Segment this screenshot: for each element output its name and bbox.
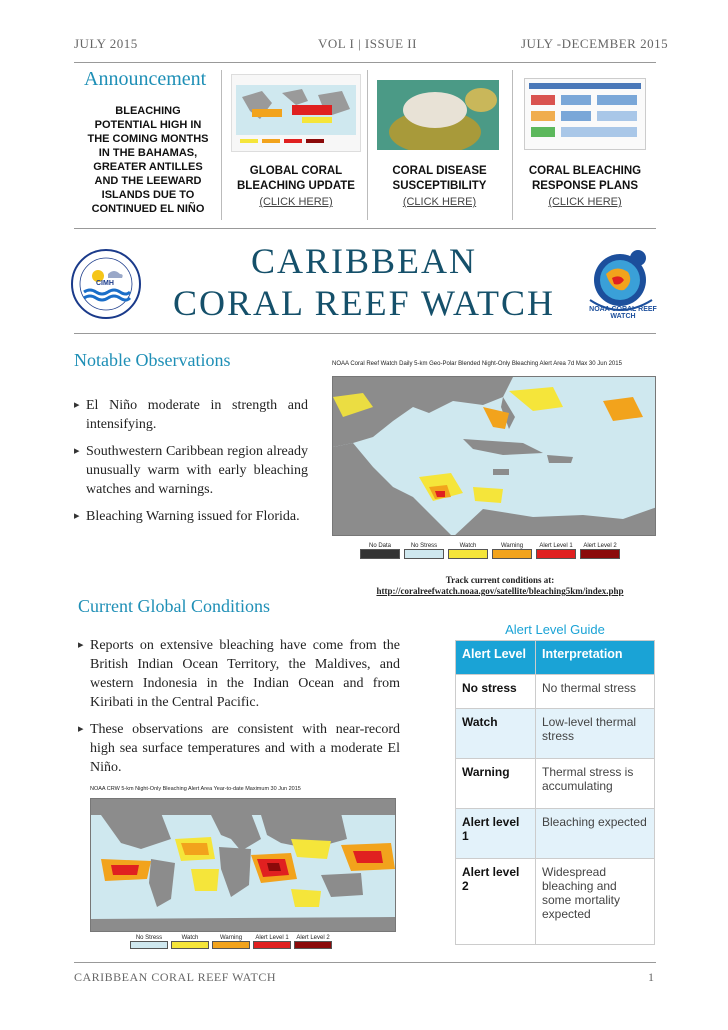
legend-label: Alert Level 2 bbox=[583, 543, 617, 549]
section-rule bbox=[74, 228, 656, 229]
noaa-logo-text: NOAA CORAL REEF WATCH bbox=[589, 306, 657, 320]
legend-item bbox=[536, 543, 576, 559]
legend-label: Alert Level 2 bbox=[296, 935, 330, 941]
interpretation-cell: Bleaching expected bbox=[536, 809, 655, 859]
caribbean-map-caption: NOAA Coral Reef Watch Daily 5-km Geo-Polar Blended Night-Only Bleaching Alert Area 7d Max 30 Jun 2015 bbox=[332, 361, 622, 367]
response-plan-diagram[interactable] bbox=[524, 78, 646, 150]
header-center: VOL I | ISSUE II bbox=[318, 36, 417, 51]
col-header-level: Alert Level bbox=[456, 641, 536, 675]
interpretation-cell: Low-level thermal stress bbox=[536, 709, 655, 759]
legend-label: No Stress bbox=[410, 543, 438, 549]
header-left: JULY 2015 bbox=[74, 36, 138, 51]
legend-item bbox=[448, 543, 488, 559]
legend-label: Alert Level 1 bbox=[539, 543, 573, 549]
card-response-title: CORAL BLEACHING RESPONSE PLANS bbox=[528, 165, 642, 192]
legend-swatch bbox=[171, 941, 209, 949]
separator bbox=[221, 70, 222, 220]
notable-bullet: ▸ Bleaching Warning issued for Florida. bbox=[74, 507, 308, 526]
card-disease-link[interactable]: (CLICK HERE) bbox=[402, 196, 477, 208]
interpretation-cell: Widespread bleaching and some mortality expected bbox=[536, 859, 655, 945]
caribbean-map bbox=[332, 376, 656, 536]
header-rule bbox=[74, 62, 656, 63]
noaa-crw-logo bbox=[582, 244, 660, 324]
global-list bbox=[78, 636, 400, 785]
legend-label: No Stress bbox=[135, 935, 163, 941]
legend-swatch bbox=[492, 549, 532, 559]
table-row bbox=[456, 675, 655, 709]
card-disease-title: CORAL DISEASE SUSCEPTIBILITY bbox=[392, 165, 487, 192]
legend-swatch bbox=[253, 941, 291, 949]
announcement-text: BLEACHING POTENTIAL HIGH IN THE COMING MONTHS IN THE BAHAMAS, GREATER ANTILLES AND THE LEEWARD ISLANDS DUE TO CONTINUED EL NIÑO bbox=[87, 105, 209, 215]
legend-swatch bbox=[404, 549, 444, 559]
announcement-title: Announcement bbox=[84, 68, 207, 90]
legend-label: Watch bbox=[181, 935, 199, 941]
legend-label: Warning bbox=[500, 543, 524, 549]
alert-level-table bbox=[455, 640, 655, 945]
legend-label: No Data bbox=[368, 543, 391, 549]
table-row bbox=[456, 709, 655, 759]
track-prefix: Track current conditions at: bbox=[445, 575, 555, 585]
card-global-link[interactable]: (CLICK HERE) bbox=[259, 196, 333, 208]
global-map-caption: NOAA CRW 5-km Night-Only Bleaching Alert Area Year-to-date Maximum 30 Jun 2015 bbox=[90, 786, 301, 792]
table-row bbox=[456, 759, 655, 809]
legend-item bbox=[253, 935, 291, 949]
table-header-row bbox=[456, 641, 655, 675]
alert-level-cell: No stress bbox=[456, 675, 536, 709]
col-header-interp: Interpretation bbox=[536, 641, 655, 675]
separator bbox=[512, 70, 513, 220]
interpretation-cell: No thermal stress bbox=[536, 675, 655, 709]
legend-swatch bbox=[580, 549, 620, 559]
legend-swatch bbox=[294, 941, 332, 949]
notable-bullet: ▸ El Niño moderate in strength and intensifying. bbox=[74, 396, 308, 434]
section-rule bbox=[74, 333, 656, 334]
footer-title: CARIBBEAN CORAL REEF WATCH bbox=[74, 970, 277, 984]
card-response-link[interactable]: (CLICK HERE) bbox=[548, 196, 622, 208]
notable-title: Notable Observations bbox=[74, 350, 231, 370]
legend-item bbox=[130, 935, 168, 949]
header-right: JULY -DECEMBER 2015 bbox=[521, 36, 669, 51]
legend-item bbox=[171, 935, 209, 949]
legend-item bbox=[580, 543, 620, 559]
table-row bbox=[456, 809, 655, 859]
legend-label: Watch bbox=[459, 543, 477, 549]
legend-label: Alert Level 1 bbox=[255, 935, 289, 941]
legend-swatch bbox=[130, 941, 168, 949]
global-legend bbox=[130, 935, 396, 949]
global-bullet: ▸ These observations are consistent with near-record high sea surface temperatures and with a moderate El Niño. bbox=[78, 720, 400, 777]
legend-swatch bbox=[360, 549, 400, 559]
alert-level-cell: Alert level 1 bbox=[456, 809, 536, 859]
global-bullet: ▸ Reports on extensive bleaching have come from the British Indian Ocean Territory, the Maldives, and western Indonesia in the Indian Ocean and from Kiribati in the Central Pacific. bbox=[78, 636, 400, 712]
masthead-line2: CORAL REEF WATCH bbox=[172, 283, 556, 323]
caribbean-legend bbox=[360, 543, 660, 559]
alert-guide-title: Alert Level Guide bbox=[505, 622, 605, 637]
legend-swatch bbox=[448, 549, 488, 559]
legend-swatch bbox=[536, 549, 576, 559]
global-update-thumbnail[interactable] bbox=[231, 74, 361, 152]
legend-item bbox=[212, 935, 250, 949]
cimh-logo-text: CIMH bbox=[96, 280, 114, 287]
coral-disease-photo[interactable] bbox=[377, 80, 499, 150]
masthead-line1: CARIBBEAN bbox=[250, 241, 478, 281]
legend-item bbox=[360, 543, 400, 559]
legend-item bbox=[294, 935, 332, 949]
track-conditions bbox=[344, 575, 656, 597]
alert-level-cell: Warning bbox=[456, 759, 536, 809]
footer-rule bbox=[74, 962, 656, 963]
legend-label: Warning bbox=[219, 935, 243, 941]
global-map bbox=[90, 798, 396, 932]
interpretation-cell: Thermal stress is accumulating bbox=[536, 759, 655, 809]
track-url-link[interactable]: http://coralreefwatch.noaa.gov/satellite/bleaching5km/index.php bbox=[376, 586, 624, 596]
global-title: Current Global Conditions bbox=[78, 596, 270, 616]
separator bbox=[367, 70, 368, 220]
card-global-title: GLOBAL CORAL BLEACHING UPDATE bbox=[237, 165, 355, 192]
notable-list bbox=[74, 396, 308, 534]
alert-level-cell: Alert level 2 bbox=[456, 859, 536, 945]
page-number: 1 bbox=[648, 970, 655, 984]
legend-item bbox=[492, 543, 532, 559]
legend-item bbox=[404, 543, 444, 559]
legend-swatch bbox=[212, 941, 250, 949]
notable-bullet: ▸ Southwestern Caribbean region already unusually warm with early bleaching watches and warnings. bbox=[74, 442, 308, 499]
alert-level-cell: Watch bbox=[456, 709, 536, 759]
table-row bbox=[456, 859, 655, 945]
